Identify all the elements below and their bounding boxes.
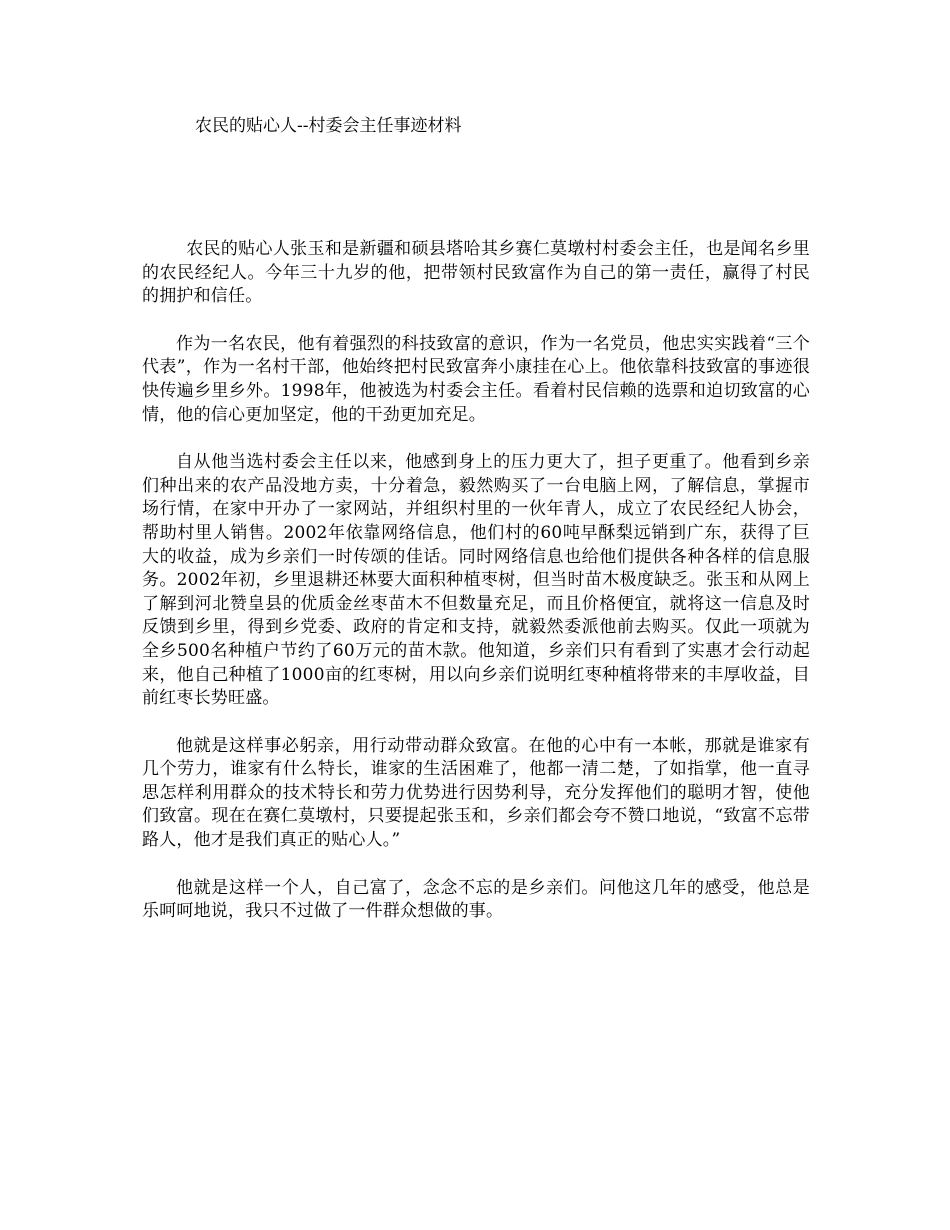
paragraph-4: 他就是这样事必躬亲，用行动带动群众致富。在他的心中有一本帐，那就是谁家有几个劳力，谁家有什么特长，谁家的生活困难了，他都一清二楚，了如指掌，他一直寻思怎样利用群众的技术特长和劳力优势进行因势利导，充分发挥他们的聪明才智，使他们致富。现在在赛仁莫墩村，只要提起张玉和，乡亲们都会夸不赞口地说，“致富不忘带路人，他才是我们真正的贴心人。” xyxy=(142,735,810,851)
paragraph-1: 农民的贴心人张玉和是新疆和硕县塔哈其乡赛仁莫墩村村委会主任，也是闻名乡里的农民经纪人。今年三十九岁的他，把带领村民致富作为自己的第一责任，赢得了村民的拥护和信任。 xyxy=(142,239,810,307)
document-title: 农民的贴心人--村委会主任事迹材料 xyxy=(195,116,462,136)
paragraph-3: 自从他当选村委会主任以来，他感到身上的压力更大了，担子更重了。他看到乡亲们种出来的农产品没地方卖，十分着急，毅然购买了一台电脑上网，了解信息，掌握市场行情，在家中开办了一家网站，并组织村里的一伙年青人，成立了农民经纪人协会，帮助村里人销售。2002年依靠网络信息，他们村的60吨早酥梨远销到广东，获得了巨大的收益，成为乡亲们一时传颂的佳话。同时网络信息也给他们提供各种各样的信息服务。2002年初，乡里退耕还林要大面积种植枣树，但当时苗木极度缺乏。张玉和从网上了解到河北赞皇县的优质金丝枣苗木不但数量充足，而且价格便宜，就将这一信息及时反馈到乡里，得到乡党委、政府的肯定和支持，就毅然委派他前去购买。仅此一项就为全乡500名种植户节约了60万元的苗木款。他知道，乡亲们只有看到了实惠才会行动起来，他自己种植了1000亩的红枣树，用以向乡亲们说明红枣种植将带来的丰厚收益，目前红枣长势旺盛。 xyxy=(142,452,810,709)
paragraph-2: 作为一名农民，他有着强烈的科技致富的意识，作为一名党员，他忠实实践着“三个代表”，作为一名村干部，他始终把村民致富奔小康挂在心上。他依靠科技致富的事迹很快传遍乡里乡外。1998年，他被选为村委会主任。看着村民信赖的选票和迫切致富的心情，他的信心更加坚定，他的干劲更加充足。 xyxy=(142,333,810,425)
document-body xyxy=(142,238,810,948)
paragraph-5: 他就是这样一个人，自己富了，念念不忘的是乡亲们。问他这几年的感受，他总是乐呵呵地说，我只不过做了一件群众想做的事。 xyxy=(142,877,810,922)
